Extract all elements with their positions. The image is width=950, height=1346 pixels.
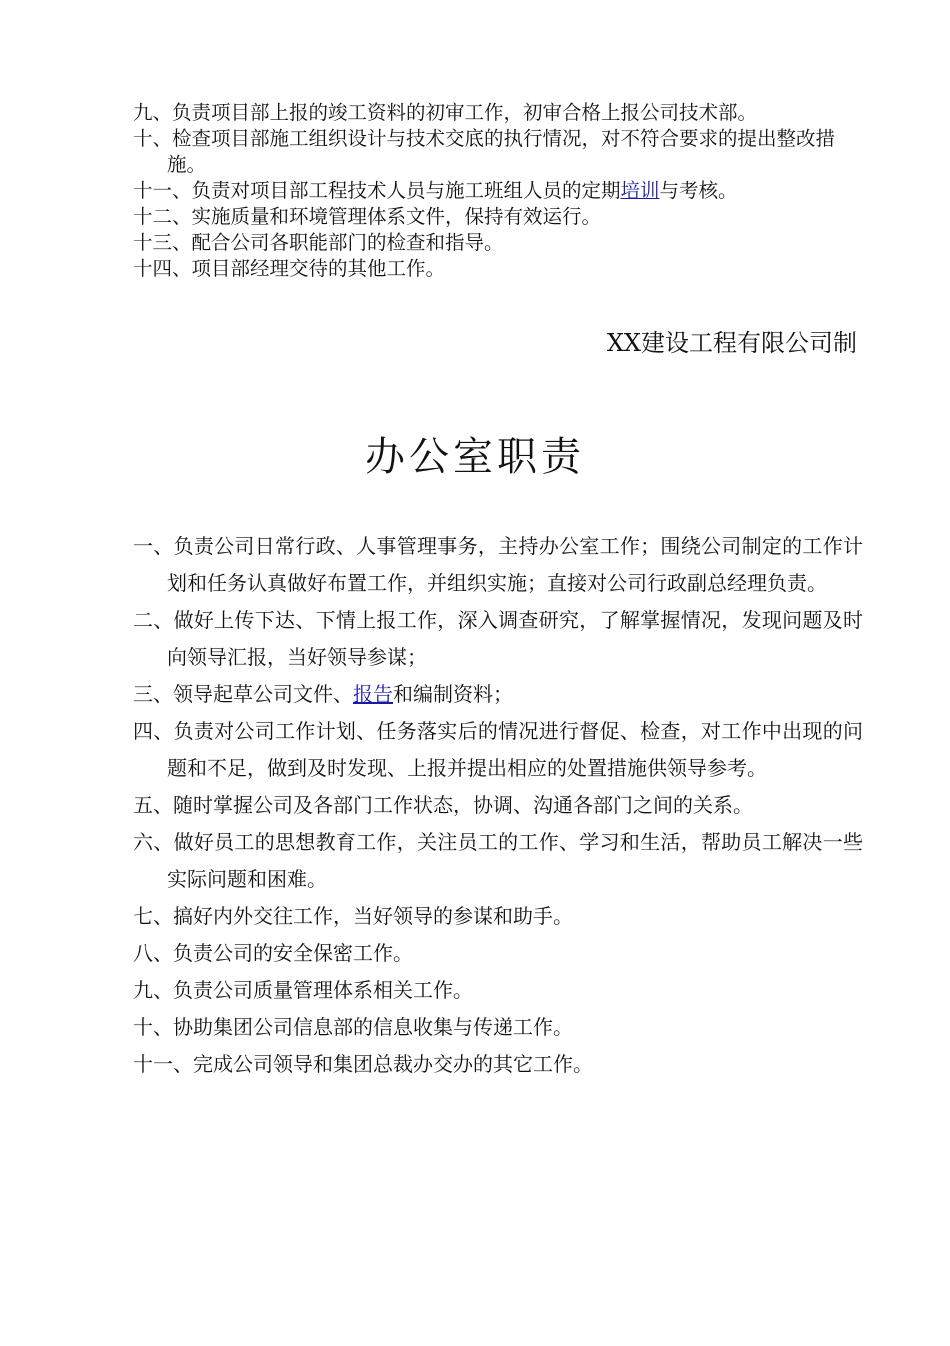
list-item: 八、负责公司的安全保密工作。	[133, 941, 413, 965]
list-item: 十一、完成公司领导和集团总裁办交办的其它工作。	[133, 1052, 593, 1076]
list-item: 十、检查项目部施工组织设计与技术交底的执行情况，对不符合要求的提出整改措施。	[133, 127, 836, 176]
report-link[interactable]: 报告	[353, 682, 393, 706]
list-item: 十一、负责对项目部工程技术人员与施工班组人员的定期培训与考核。	[133, 179, 738, 202]
company-signature: XX建设工程有限公司制	[606, 329, 857, 357]
list-item: 五、随时掌握公司及各部门工作状态，协调、沟通各部门之间的关系。	[133, 793, 753, 817]
office-duties-list	[133, 528, 863, 1083]
list-item: 十二、实施质量和环境管理体系文件，保持有效运行。	[133, 205, 602, 228]
list-item: 九、负责项目部上报的竣工资料的初审工作，初审合格上报公司技术部。	[133, 101, 758, 124]
list-item: 六、做好员工的思想教育工作，关注员工的工作、学习和生活，帮助员工解决一些实际问题和困难。	[133, 830, 863, 891]
list-item: 四、负责对公司工作计划、任务落实后的情况进行督促、检查，对工作中出现的问题和不足，做到及时发现、上报并提出相应的处置措施供领导参考。	[133, 719, 863, 780]
list-item: 十四、项目部经理交待的其他工作。	[133, 257, 446, 280]
list-item: 七、搞好内外交往工作，当好领导的参谋和助手。	[133, 904, 573, 928]
list-item: 三、领导起草公司文件、报告和编制资料；	[133, 682, 513, 706]
list-item: 十、协助集团公司信息部的信息收集与传递工作。	[133, 1015, 573, 1039]
training-link[interactable]: 培训	[620, 179, 660, 202]
list-item: 二、做好上传下达、下情上报工作，深入调查研究，了解掌握情况，发现问题及时向领导汇报，当好领导参谋；	[133, 608, 863, 669]
list-item: 九、负责公司质量管理体系相关工作。	[133, 978, 473, 1002]
list-item: 一、负责公司日常行政、人事管理事务，主持办公室工作；围绕公司制定的工作计划和任务认真做好布置工作，并组织实施；直接对公司行政副总经理负责。	[133, 534, 863, 595]
list-item: 十三、配合公司各职能部门的检查和指导。	[133, 231, 504, 254]
project-duties-list	[133, 100, 863, 282]
section-title: 办公室职责	[365, 434, 585, 480]
